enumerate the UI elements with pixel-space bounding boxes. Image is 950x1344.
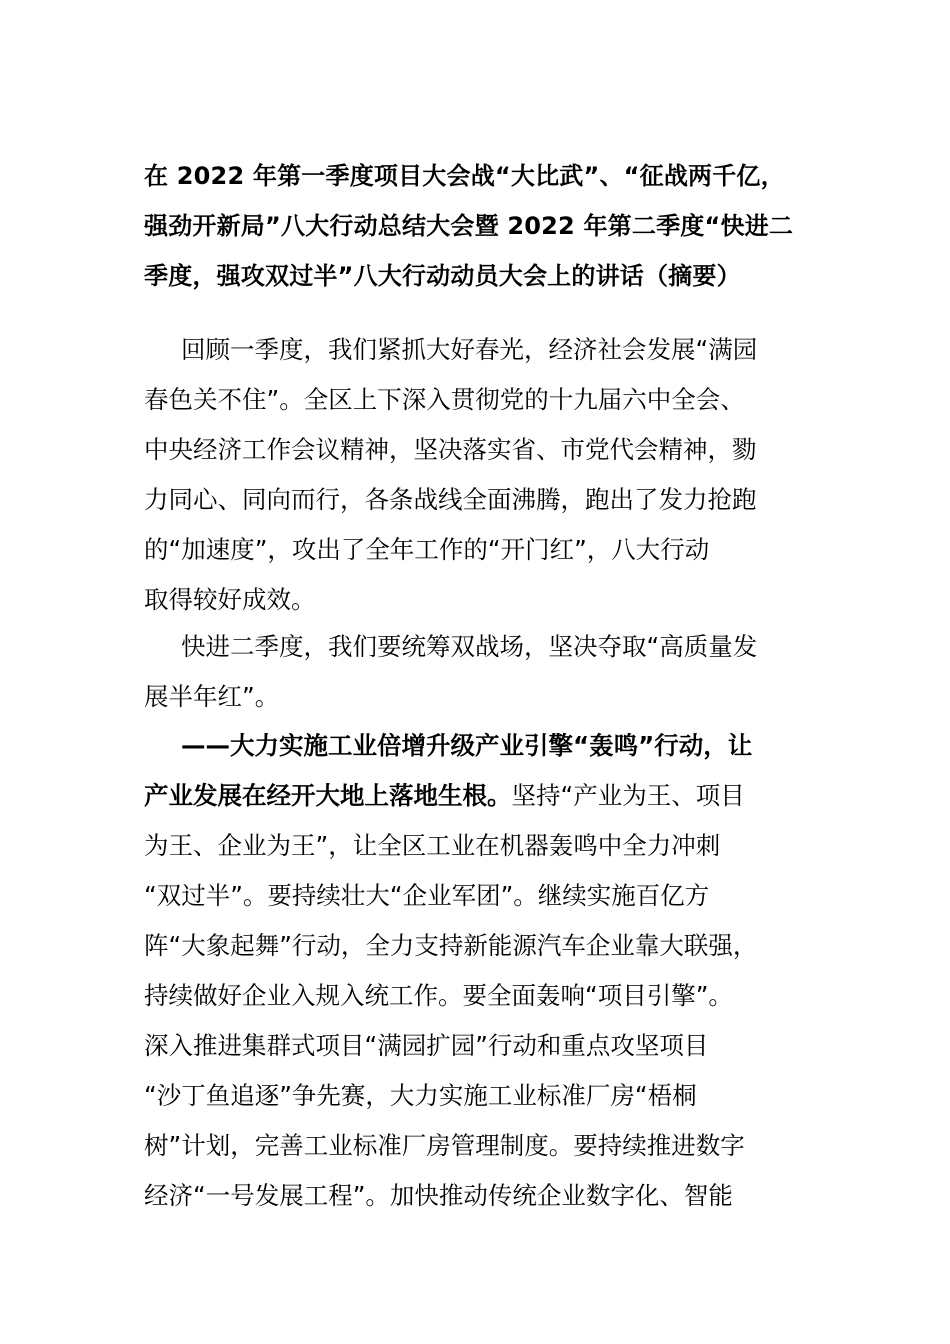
paragraph-review bbox=[144, 325, 810, 625]
paragraph-line: “沙丁鱼追逐”争先赛，大力实施工业标准厂房“梧桐 bbox=[144, 1081, 697, 1110]
paragraph-line: 回顾一季度，我们紧抓大好春光，经济社会发展“满园 bbox=[181, 335, 758, 364]
paragraph-line: 春色关不住”。全区上下深入贯彻党的十九届六中全会、 bbox=[144, 385, 745, 414]
paragraph-industry bbox=[144, 721, 810, 1221]
paragraph-line: 中央经济工作会议精神，坚决落实省、市党代会精神，勠 bbox=[144, 435, 757, 464]
paragraph-line: 为王、企业为王”，让全区工业在机器轰鸣中全力冲刺 bbox=[144, 831, 721, 860]
paragraph-line: “双过半”。要持续壮大“企业军团”。继续实施百亿方 bbox=[144, 881, 710, 910]
title-line: 强劲开新局”八大行动总结大会暨 2022 年第二季度“快进二 bbox=[144, 212, 794, 240]
title-line: 在 2022 年第一季度项目大会战“大比武”、“征战两千亿， bbox=[144, 162, 785, 190]
paragraph-line: 深入推进集群式项目“满园扩园”行动和重点攻坚项目 bbox=[144, 1031, 709, 1060]
paragraph-line: 展半年红”。 bbox=[144, 682, 280, 711]
document-title bbox=[144, 151, 814, 301]
title-line: 季度，强攻双过半”八大行动动员大会上的讲话（摘要） bbox=[144, 262, 741, 290]
paragraph-line: 快进二季度，我们要统筹双战场，坚决夺取“高质量发 bbox=[181, 632, 758, 661]
paragraph-heading-line: ——大力实施工业倍增升级产业引擎“轰鸣”行动，让 bbox=[181, 731, 753, 760]
paragraph-line bbox=[144, 771, 810, 821]
paragraph-line: 的“加速度”，攻出了全年工作的“开门红”，八大行动 bbox=[144, 535, 710, 564]
paragraph-line: 树”计划，完善工业标准厂房管理制度。要持续推进数字 bbox=[144, 1131, 745, 1160]
paragraph-line: 力同心、同向而行，各条战线全面沸腾，跑出了发力抢跑 bbox=[144, 485, 757, 514]
paragraph-heading-tail: 产业发展在经开大地上落地生根。 bbox=[144, 781, 512, 810]
paragraph-second-quarter bbox=[144, 622, 810, 722]
paragraph-line: 经济“一号发展工程”。加快推动传统企业数字化、智能 bbox=[144, 1181, 733, 1210]
paragraph-line: 阵“大象起舞”行动，全力支持新能源汽车企业靠大联强， bbox=[144, 931, 758, 960]
paragraph-line: 持续做好企业入规入统工作。要全面轰响“项目引擎”。 bbox=[144, 981, 733, 1010]
paragraph-line: 取得较好成效。 bbox=[144, 585, 316, 614]
paragraph-line-rest: 坚持“产业为王、项目 bbox=[511, 781, 745, 810]
